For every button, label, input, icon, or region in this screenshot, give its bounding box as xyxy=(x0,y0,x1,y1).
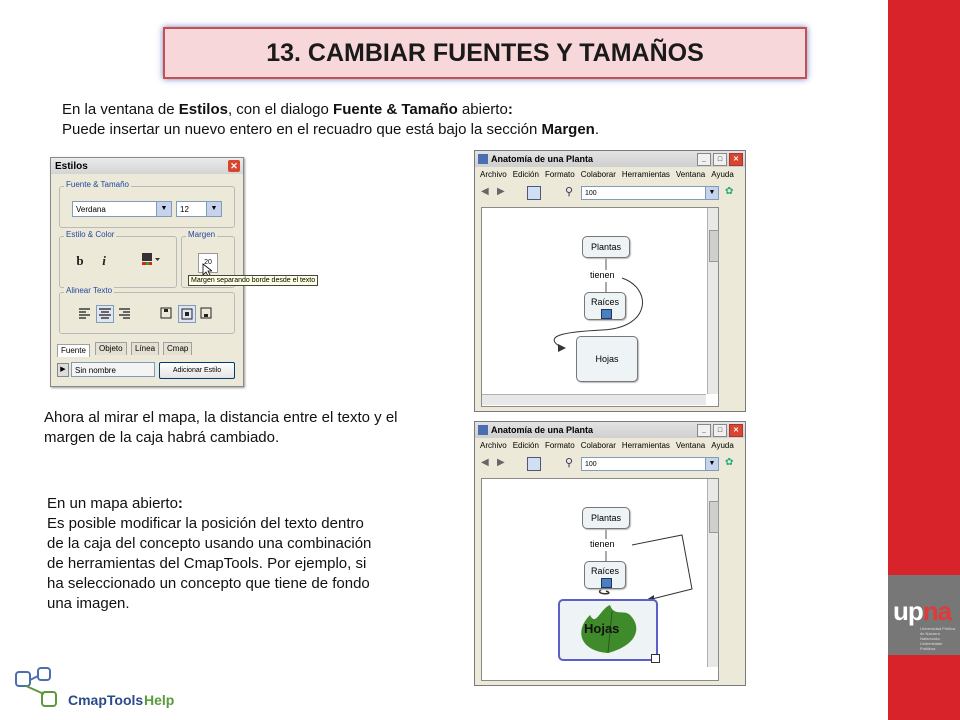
para3-colon: : xyxy=(177,495,183,512)
zoom-value: 100 xyxy=(585,190,597,197)
menu-bar xyxy=(475,167,745,183)
cmaptools-logo-icon xyxy=(12,664,68,712)
intro-bold-estilos: Estilos xyxy=(178,101,228,118)
estilos-title: Estilos xyxy=(55,160,88,172)
close-icon[interactable]: ✕ xyxy=(228,160,240,172)
font-select[interactable] xyxy=(72,201,172,217)
maximize-icon[interactable]: □ xyxy=(713,153,727,166)
cmap-window-title: Anatomía de una Planta xyxy=(491,425,594,435)
node-hojas-selected[interactable] xyxy=(558,599,658,661)
cmap-canvas[interactable] xyxy=(481,207,719,407)
forward-icon[interactable]: ▶ xyxy=(497,457,505,468)
window-buttons xyxy=(697,153,743,166)
alinear-legend: Alinear Texto xyxy=(66,286,113,295)
intro-bold-fuente: Fuente & Tamaño xyxy=(333,101,458,118)
text-color-icon xyxy=(140,251,162,269)
cmap-toolbar xyxy=(475,454,745,474)
text-color-button[interactable] xyxy=(140,251,162,267)
menu-herramientas[interactable]: Herramientas xyxy=(621,441,670,450)
tab-fuente[interactable]: Fuente xyxy=(57,344,90,357)
node-hojas[interactable]: Hojas xyxy=(576,336,638,382)
intro-text: abierto xyxy=(457,101,508,118)
chevron-down-icon: ▼ xyxy=(705,187,718,199)
size-select[interactable] xyxy=(176,201,222,217)
cmap-window-after xyxy=(474,421,746,686)
tab-objeto[interactable]: Objeto xyxy=(95,342,127,355)
intro-text: , con el dialogo xyxy=(227,101,334,118)
tab-linea[interactable]: Línea xyxy=(131,342,159,355)
para3-line-4: de herramientas del CmapTools. Por ejemplo, si xyxy=(47,555,367,572)
para3-line-6: una imagen. xyxy=(47,595,130,612)
para3-line-1 xyxy=(47,494,457,514)
close-icon[interactable]: ✕ xyxy=(729,424,743,437)
view-icon[interactable] xyxy=(527,457,541,471)
add-style-button[interactable]: Adicionar Estilo xyxy=(159,362,235,379)
node-hojas-label: Hojas xyxy=(584,621,620,636)
upna-logo xyxy=(893,596,951,627)
intro-line-2 xyxy=(62,120,862,140)
intro-text: Puede insertar un nuevo entero en el recuadro que está bajo la sección xyxy=(62,121,542,138)
align-right-icon[interactable] xyxy=(118,307,132,319)
intro-text: En la ventana de xyxy=(62,101,179,118)
node-raices-label: Raíces xyxy=(590,566,619,576)
menu-colaborar[interactable]: Colaborar xyxy=(580,170,616,179)
cmap-window-title: Anatomía de una Planta xyxy=(491,154,594,164)
help-label: Help xyxy=(144,692,175,708)
margen-input[interactable]: 20 xyxy=(198,253,218,273)
node-raices[interactable] xyxy=(584,561,626,589)
para3-line-3: de la caja del concepto usando una combinación xyxy=(47,535,372,552)
cmap-toolbar xyxy=(475,183,745,203)
menu-formato[interactable]: Formato xyxy=(544,441,575,450)
paragraph-open-map xyxy=(47,494,457,614)
vertical-scrollbar[interactable] xyxy=(707,208,718,394)
back-icon[interactable]: ◀ xyxy=(481,457,489,468)
view-icon[interactable] xyxy=(527,186,541,200)
maximize-icon[interactable]: □ xyxy=(713,424,727,437)
upna-logo-up: up xyxy=(893,596,923,626)
sync-icon[interactable]: ✿ xyxy=(725,186,734,197)
zoom-select[interactable] xyxy=(581,457,719,471)
margen-tooltip: Margen separando borde desde el texto xyxy=(188,275,318,286)
play-icon[interactable]: ▶ xyxy=(57,363,69,377)
zoom-select[interactable] xyxy=(581,186,719,200)
image-icon xyxy=(601,578,612,588)
estilo-color-fieldset xyxy=(59,230,177,288)
scroll-thumb[interactable] xyxy=(709,230,719,262)
menu-archivo[interactable]: Archivo xyxy=(480,441,507,450)
para3-text: En un mapa abierto xyxy=(47,495,178,512)
resize-handle[interactable] xyxy=(651,654,660,663)
italic-button[interactable]: i xyxy=(102,253,106,268)
vertical-scrollbar[interactable] xyxy=(707,479,718,667)
forward-icon[interactable]: ▶ xyxy=(497,186,505,197)
intro-text: . xyxy=(594,121,600,138)
menu-archivo[interactable]: Archivo xyxy=(480,170,507,179)
intro-colon: : xyxy=(507,101,513,118)
fuente-fieldset xyxy=(59,180,235,228)
align-left-icon[interactable] xyxy=(78,307,92,319)
page-title: 13. CAMBIAR FUENTES Y TAMAÑOS xyxy=(266,38,704,67)
zoom-icon[interactable]: ⚲ xyxy=(565,186,574,198)
minimize-icon[interactable]: _ xyxy=(697,153,711,166)
menu-ayuda[interactable]: Ayuda xyxy=(711,170,734,179)
node-plantas[interactable]: Plantas xyxy=(582,236,630,258)
window-buttons xyxy=(697,424,743,437)
cmaptools-label: CmapTools xyxy=(68,692,144,708)
zoom-icon[interactable]: ⚲ xyxy=(565,457,574,469)
link-label-tienen[interactable]: tienen xyxy=(590,539,615,549)
estilos-titlebar xyxy=(51,158,243,174)
para2-line-1: Ahora al mirar el mapa, la distancia entre el texto y el xyxy=(44,409,398,426)
alinear-fieldset xyxy=(59,286,235,334)
menu-formato[interactable]: Formato xyxy=(544,170,575,179)
cmap-titlebar xyxy=(475,422,745,438)
title-box xyxy=(163,27,807,79)
sync-icon[interactable]: ✿ xyxy=(725,457,734,468)
estilo-legend: Estilo & Color xyxy=(66,230,115,239)
cmap-window-before xyxy=(474,150,746,412)
cmap-titlebar xyxy=(475,151,745,167)
upna-logo-subtitle: Universidad Pública de Navarra Nafarroako Unibertsitate Publikoa xyxy=(920,626,956,651)
align-top-icon[interactable] xyxy=(160,307,172,319)
menu-colaborar[interactable]: Colaborar xyxy=(580,441,616,450)
menu-herramientas[interactable]: Herramientas xyxy=(621,170,670,179)
bold-button[interactable]: b xyxy=(76,253,84,268)
align-middle-icon[interactable] xyxy=(178,305,196,323)
upna-logo-na: na xyxy=(922,596,952,626)
menu-edicion[interactable]: Edición xyxy=(512,170,539,179)
intro-bold-margen: Margen xyxy=(541,121,595,138)
menu-edicion[interactable]: Edición xyxy=(512,441,539,450)
node-raices-label: Raíces xyxy=(590,297,619,307)
zoom-value: 100 xyxy=(585,461,597,468)
cmap-app-icon xyxy=(478,425,488,435)
fuente-legend: Fuente & Tamaño xyxy=(66,180,130,189)
back-icon[interactable]: ◀ xyxy=(481,186,489,197)
intro-line-1 xyxy=(62,100,862,120)
align-center-icon[interactable] xyxy=(96,305,114,323)
align-bottom-icon[interactable] xyxy=(200,307,212,319)
intro-paragraph xyxy=(62,100,862,140)
minimize-icon[interactable]: _ xyxy=(697,424,711,437)
cmaptools-help-logo xyxy=(12,664,212,714)
cmap-canvas[interactable] xyxy=(481,478,719,681)
menu-ventana[interactable]: Ventana xyxy=(675,441,706,450)
margen-legend: Margen xyxy=(188,230,216,239)
scroll-thumb[interactable] xyxy=(709,501,719,533)
para3-line-5: ha seleccionado un concepto que tiene de fondo xyxy=(47,575,370,592)
paragraph-map-result xyxy=(44,408,454,448)
para2-line-2: margen de la caja habrá cambiado. xyxy=(44,429,280,446)
close-icon[interactable]: ✕ xyxy=(729,153,743,166)
tab-cmap[interactable]: Cmap xyxy=(163,342,192,355)
cmap-app-icon xyxy=(478,154,488,164)
node-raices[interactable] xyxy=(584,292,626,320)
menu-ayuda[interactable]: Ayuda xyxy=(711,441,734,450)
chevron-down-icon: ▼ xyxy=(156,202,171,216)
style-name-field[interactable]: Sin nombre xyxy=(71,362,155,377)
node-plantas[interactable]: Plantas xyxy=(582,507,630,529)
horizontal-scrollbar[interactable] xyxy=(482,394,706,405)
chevron-down-icon: ▼ xyxy=(206,202,221,216)
link-label-tienen[interactable]: tienen xyxy=(590,270,615,280)
chevron-down-icon: ▼ xyxy=(705,458,718,470)
size-select-value: 12 xyxy=(180,205,189,214)
menu-ventana[interactable]: Ventana xyxy=(675,170,706,179)
para3-line-2: Es posible modificar la posición del texto dentro xyxy=(47,515,364,532)
menu-bar xyxy=(475,438,745,454)
estilos-window xyxy=(50,157,244,387)
font-select-value: Verdana xyxy=(76,205,106,214)
image-icon xyxy=(601,309,612,319)
